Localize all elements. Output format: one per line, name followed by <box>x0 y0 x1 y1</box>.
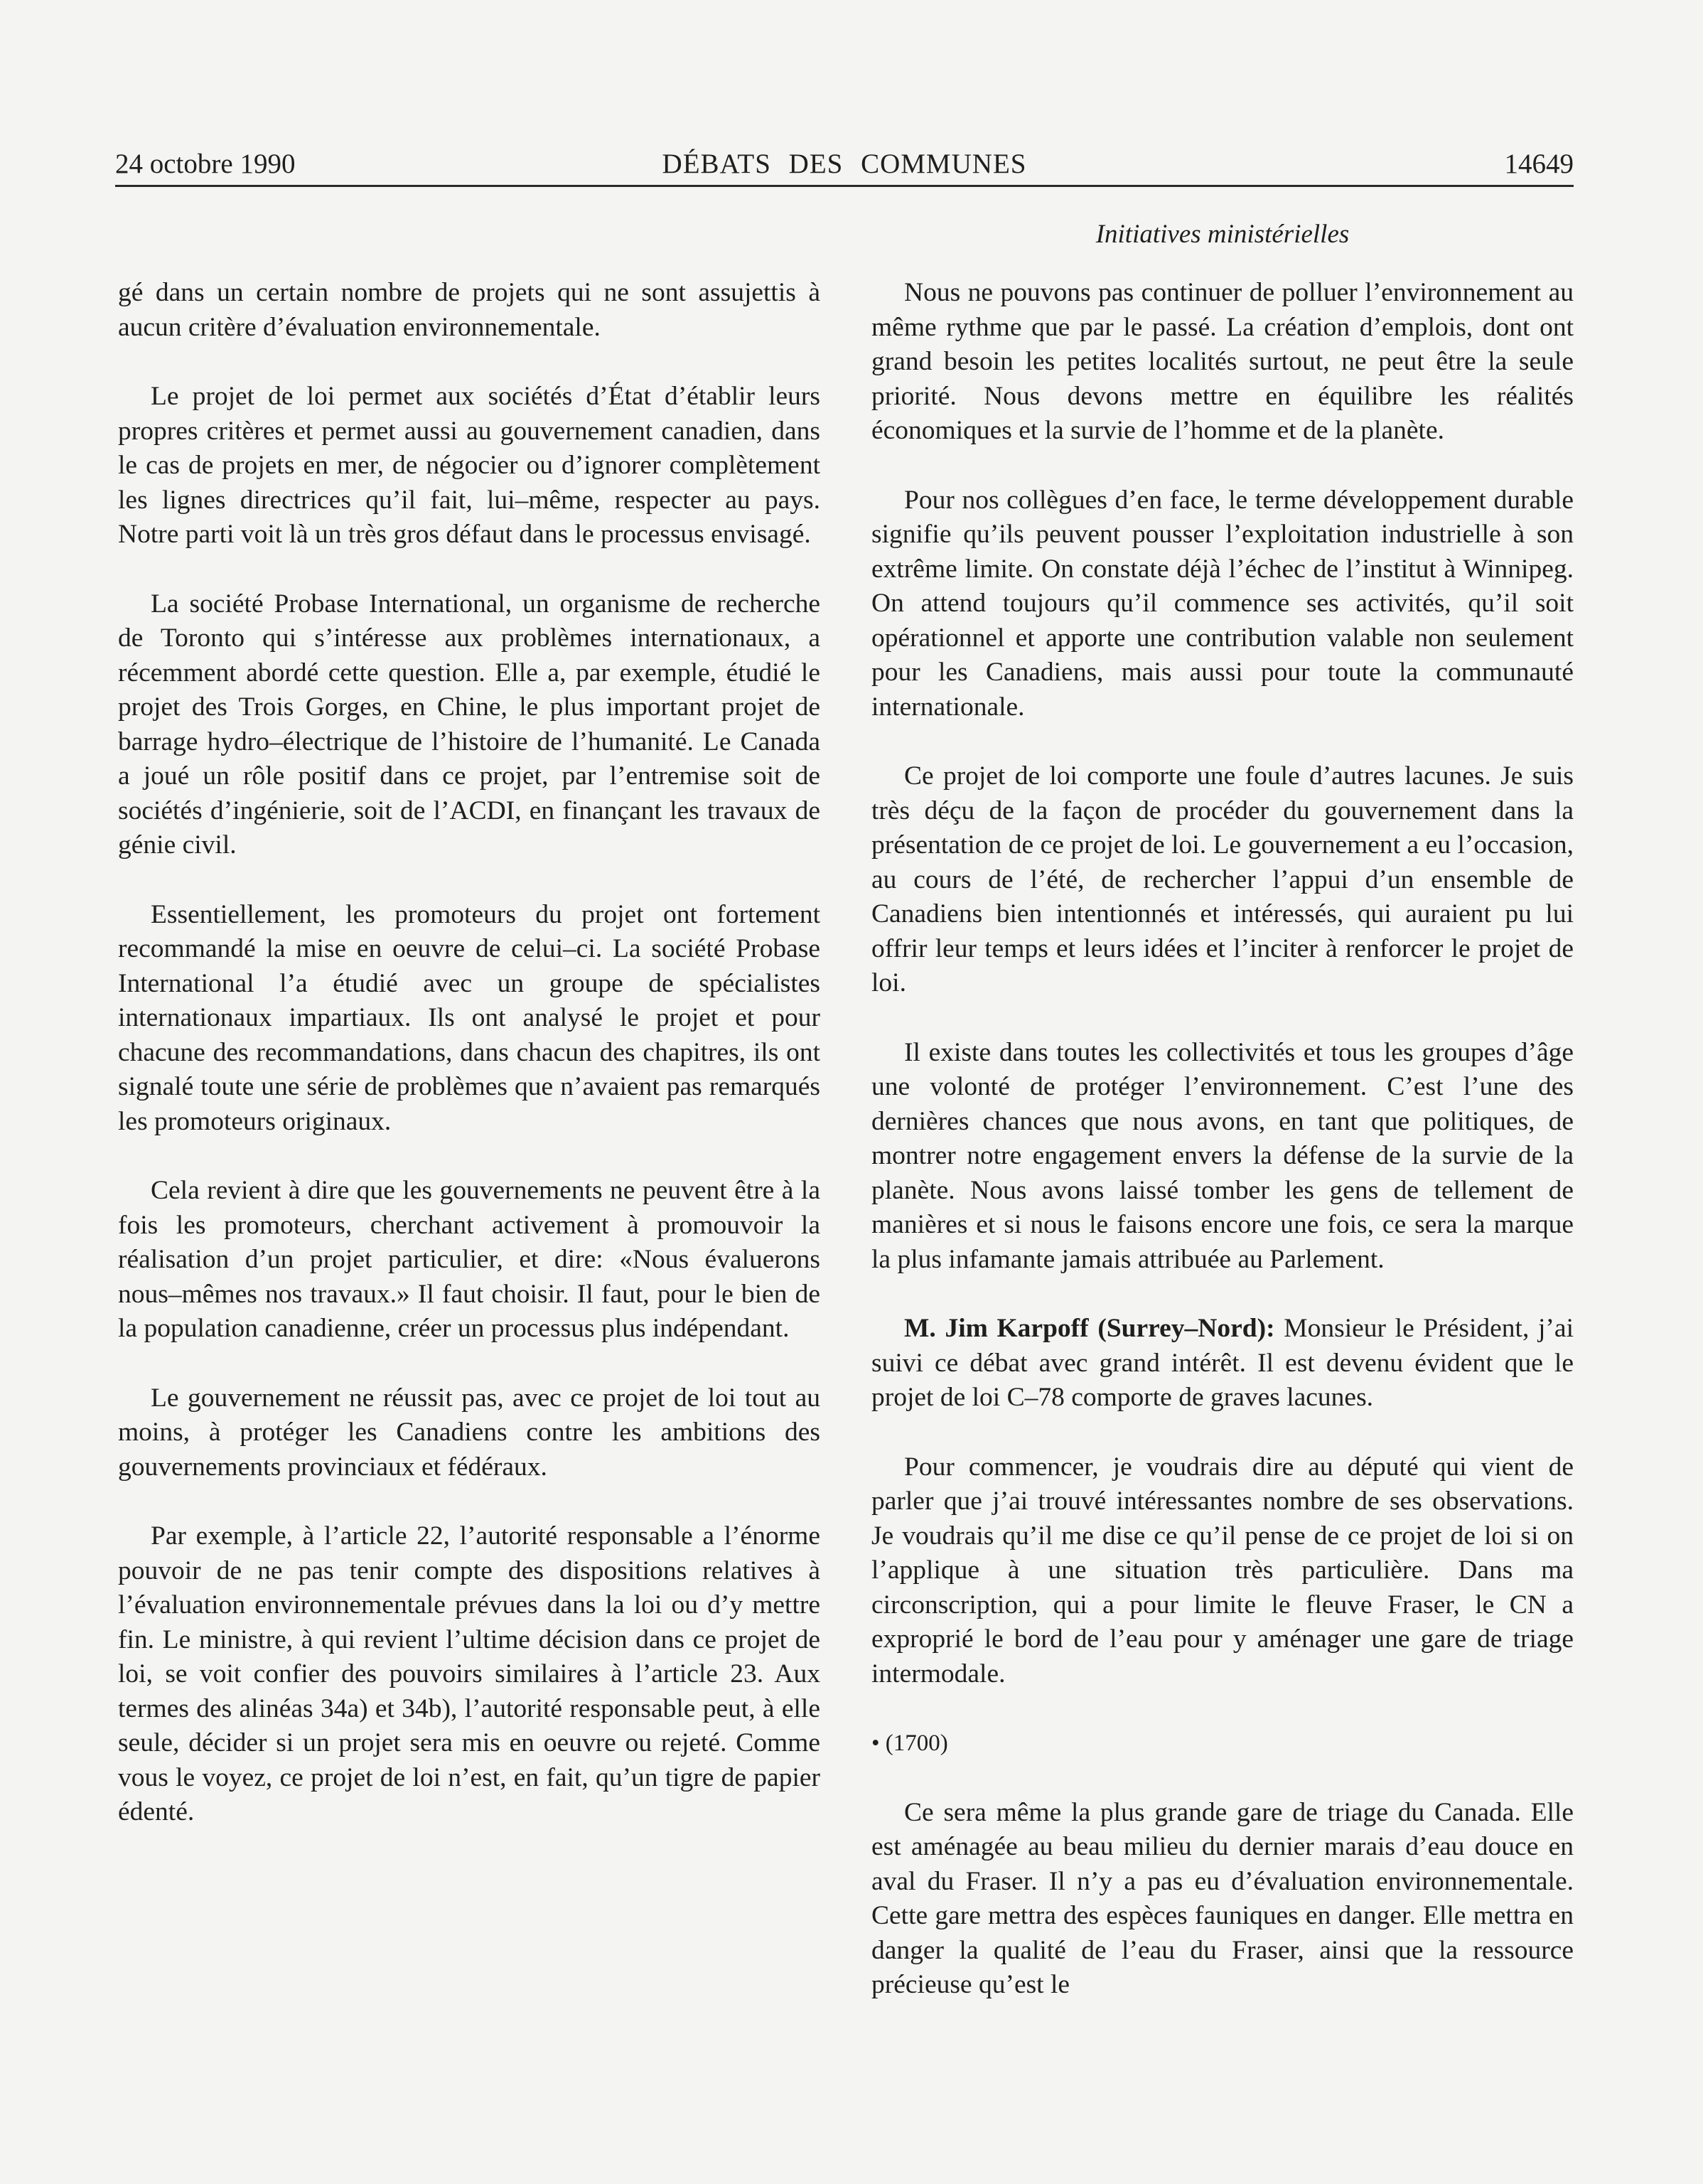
speaker-paragraph <box>871 1312 1574 1415</box>
paragraph: Il existe dans toutes les collectivités et tous les groupes d’âge une volonté de protéger l’environnement. C’est l’une des dernières chances que nous avons, en tant que politiques, de montrer notre engagement envers la défense de la survie de la planète. Nous avons laissé tomber les gens de tellement de manières et si nous le faisons encore une fois, ce sera la marque la plus infamante jamais attribuée au Parlement. <box>871 1037 1574 1274</box>
paragraph: Par exemple, à l’article 22, l’autorité responsable a l’énorme pouvoir de ne pas tenir compte des dispositions relatives à l’évaluation environnementale prévues dans la loi ou d’y mettre fin. Le ministre, à qui revient l’ultime décision dans ce projet de loi, se voit confier des pouvoirs similaires à l’article 23. Aux termes des alinéas 34a) et 34b), l’autorité responsable peut, à elle seule, décider si un projet sera mis en oeuvre ou rejeté. Comme vous le voyez, ce projet de loi n’est, en fait, qu’un tigre de papier édenté. <box>118 1521 820 1826</box>
right-column <box>871 276 1574 2038</box>
paragraph: Ce projet de loi comporte une foule d’autres lacunes. Je suis très déçu de la façon de procéder du gouvernement dans la présentation de ce projet de loi. Le gouvernement a eu l’occasion, au cours de l’été, de rechercher l’appui d’un ensemble de Canadiens bien intentionnés et intéressés, qui auraient pu lui offrir leur temps et leurs idées et l’inciter à renforcer le projet de loi. <box>871 761 1574 997</box>
time-marker: • (1700) <box>871 1730 948 1756</box>
page-header <box>115 148 1574 187</box>
paragraph: Cela revient à dire que les gouvernements ne peuvent être à la fois les promoteurs, cherchant activement à promouvoir la réalisation d’un projet particulier, et dire: «Nous évaluerons nous–mêmes nos travaux.» Il faut choisir. Il faut, pour le bien de la population canadienne, créer un processus plus indépendant. <box>118 1176 820 1343</box>
paragraph: Le gouvernement ne réussit pas, avec ce projet de loi tout au moins, à protéger les Canadiens contre les ambitions des gouvernements provinciaux et fédéraux. <box>118 1383 820 1482</box>
paragraph: Le projet de loi permet aux sociétés d’État d’établir leurs propres critères et permet aussi au gouvernement canadien, dans le cas de projets en mer, de négocier ou d’ignorer complètement les lignes directrices qu’il fait, lui–même, respecter au pays. Notre parti voit là un très gros défaut dans le processus envisagé. <box>118 382 820 549</box>
speaker-name: M. Jim Karpoff (Surrey–Nord): <box>904 1314 1275 1343</box>
paragraph: Ce sera même la plus grande gare de triage du Canada. Elle est aménagée au beau milieu du dernier marais d’eau douce en aval du Fraser. Il n’y a pas eu d’évaluation environnementale. Cette gare mettra des espèces fauniques en danger. Elle mettra en danger la qualité de l’eau du Fraser, ainsi que la ressource précieuse qu’est le <box>871 1797 1574 1999</box>
header-page-number: 14649 <box>1504 149 1574 179</box>
header-date: 24 octobre 1990 <box>115 149 296 179</box>
paragraph: Nous ne pouvons pas continuer de polluer l’environnement au même rythme que par le passé. La création d’emplois, dont ont grand besoin les petites localités surtout, ne peut être la seule priorité. Nous devons mettre en équilibre les réalités économiques et la survie de l’homme et de la planète. <box>871 278 1574 445</box>
paragraph: La société Probase International, un organisme de recherche de Toronto qui s’intéresse aux problèmes internationaux, a récemment abordé cette question. Elle a, par exemple, étudié le projet des Trois Gorges, en Chine, le plus important projet de barrage hydro–électrique de l’histoire de l’humanité. Le Canada a joué un rôle positif dans ce projet, par l’entremise soit de sociétés d’ingénierie, soit de l’ACDI, en finançant les travaux de génie civil. <box>118 589 820 860</box>
paragraph: Pour commencer, je voudrais dire au député qui vient de parler que j’ai trouvé intéressantes nombre de ses observations. Je voudrais qu’il me dise ce qu’il pense de ce projet de loi si on l’applique à une situation très particulière. Dans ma circonscription, qui a pour limite le fleuve Fraser, le CN a exproprié le bord de l’eau pour y aménager une gare de triage intermodale. <box>871 1452 1574 1688</box>
left-column <box>118 276 820 1865</box>
speaker-text: Monsieur le Président, j’ai suivi ce débat avec grand intérêt. Il est devenu évident que le projet de loi C–78 comporte de graves lacunes. <box>871 1314 1574 1412</box>
paragraph: Pour nos collègues d’en face, le terme développement durable signifie qu’ils peuvent pousser l’exploitation industrielle à son extrême limite. On constate déjà l’échec de l’institut à Winnipeg. On attend toujours qu’il commence ses activités, qu’il soit opérationnel et apporte une contribution valable non seulement pour les Canadiens, mais aussi pour toute la communauté internationale. <box>871 485 1574 722</box>
paragraph: Essentiellement, les promoteurs du projet ont fortement recommandé la mise en oeuvre de celui–ci. La société Probase International l’a étudié avec un groupe de spécialistes internationaux impartiaux. Ils ont analysé le projet et pour chacune des recommandations, dans chacun des chapitres, ils ont signalé toute une série de problèmes que n’avaient pas remarqués les promoteurs originaux. <box>118 899 820 1136</box>
header-title: DÉBATS DES COMMUNES <box>662 149 1027 179</box>
section-label: Initiatives ministérielles <box>1095 220 1350 249</box>
paragraph: gé dans un certain nombre de projets qui ne sont assujettis à aucun critère d’évaluation environnementale. <box>118 278 820 342</box>
